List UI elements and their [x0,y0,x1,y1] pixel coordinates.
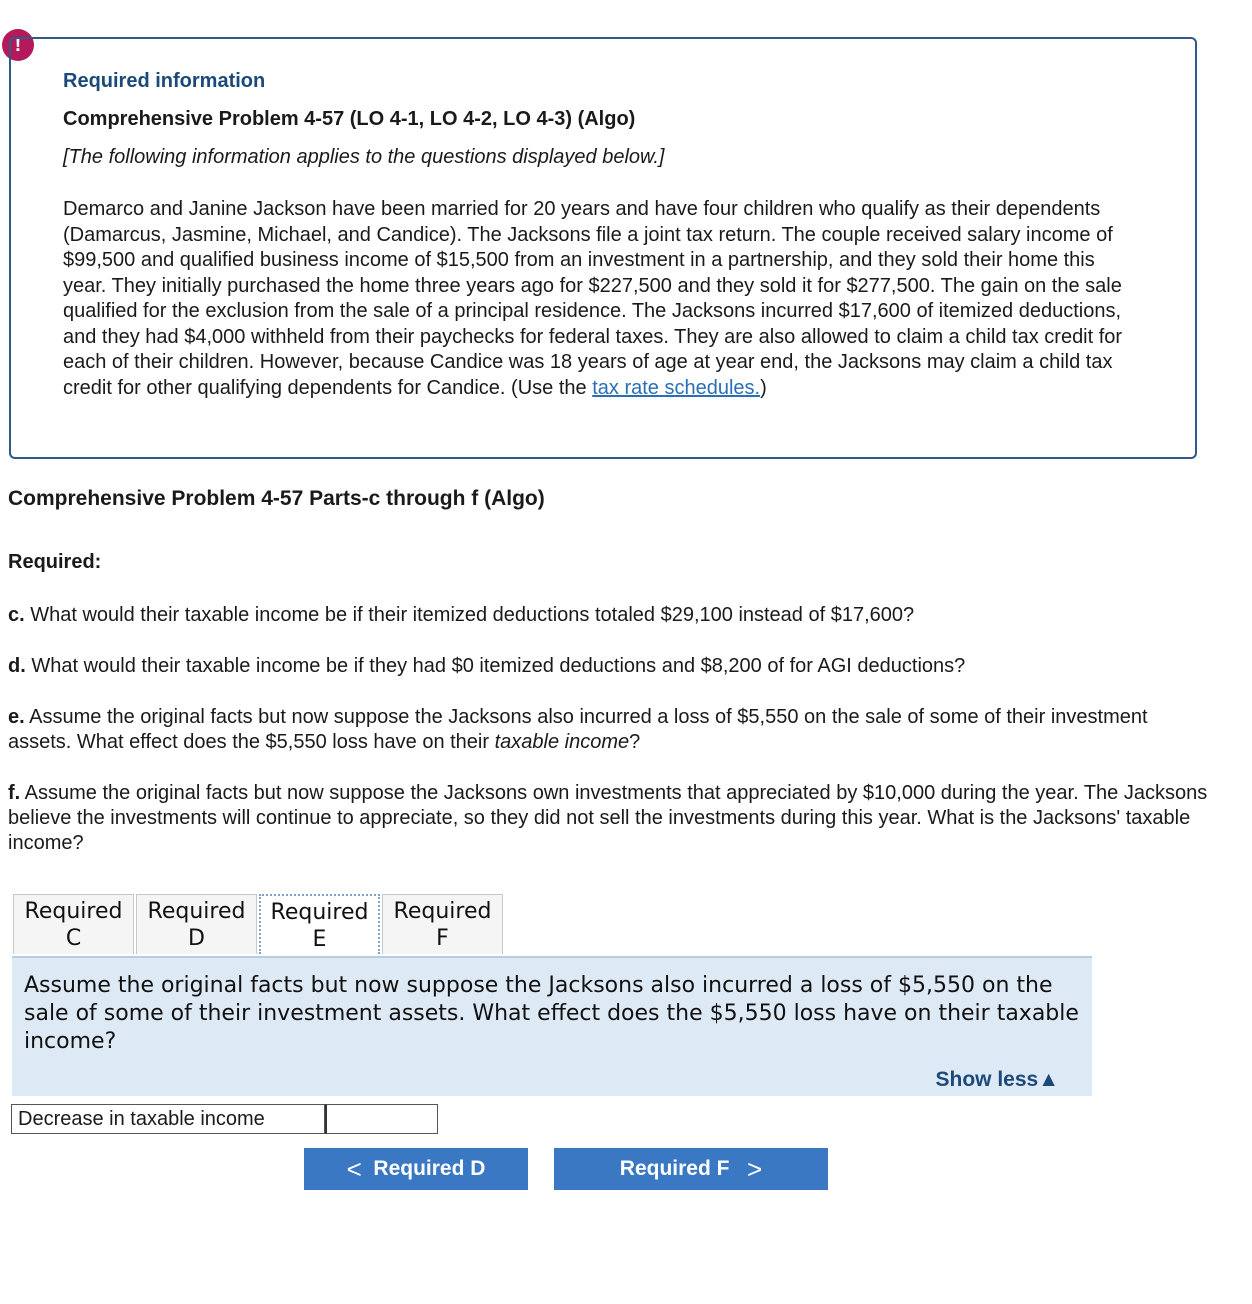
info-subtitle: Comprehensive Problem 4-57 (LO 4-1, LO 4-2, LO 4-3) (Algo) [63,108,636,130]
question-d [8,654,1208,679]
chevron-right-icon: > [747,1153,763,1184]
answer-input[interactable] [325,1104,438,1134]
tab-required-f[interactable] [382,894,503,954]
question-e-text: Assume the original facts but now suppose the Jacksons also incurred a loss of $5,550 on the sale of some of their investment assets. What effect does the $5,550 loss have on their [8,706,1148,753]
question-e-label: e. [8,706,25,728]
tab-letter: F [436,926,449,951]
question-panel [12,956,1092,1096]
question-c [8,603,1208,628]
question-c-label: c. [8,604,25,626]
required-label: Required: [8,551,102,573]
question-d-label: d. [8,655,26,677]
tab-required-d[interactable] [136,894,257,954]
alert-icon: ! [2,29,34,61]
tab-label: Required [24,899,123,924]
info-body [63,197,1133,401]
tab-required-e[interactable] [259,894,380,954]
question-e [8,705,1208,755]
tab-required-c[interactable] [13,894,134,954]
tab-label: Required [393,899,492,924]
question-e-italic: taxable income [494,731,630,753]
show-less-button[interactable] [936,1068,1060,1092]
question-f-text: Assume the original facts but now suppose the Jacksons own investments that appreciated by $10,000 during the year. The Jacksons believe the investments will continue to appreciate, so they did not sell the investments during this year. What is the Jacksons' taxable income? [8,782,1208,854]
tab-letter: E [312,927,327,952]
required-tabs [13,894,505,956]
panel-question-text: Assume the original facts but now suppose the Jacksons also incurred a loss of $5,550 on the sale of some of their investment assets. What effect does the $5,550 loss have on their taxable income? [24,973,1079,1054]
prev-required-d-button[interactable] [304,1148,528,1190]
question-d-text: What would their taxable income be if they had $0 itemized deductions and $8,200 of for AGI deductions? [25,655,966,677]
tab-label: Required [147,899,246,924]
triangle-up-icon: ▲ [1038,1068,1059,1091]
tab-letter: D [188,926,205,951]
question-f-label: f. [8,782,21,804]
answer-dropdown[interactable]: Decrease in taxable income [11,1104,325,1134]
info-body-text: Demarco and Janine Jackson have been married for 20 years and have four children who qualify as their dependents (Damarcus, Jasmine, Michael, and Candice). The Jacksons file a joint tax return. The couple received salary income of $99,500 and qualified business income of $15,500 from an investment in a partnership, and they sold their home this year. They initially purchased the home three years ago for $227,500 and they sold it for $277,500. The gain on the sale qualified for the exclusion from the sale of a principal residence. The Jacksons incurred $17,600 of itemized deductions, and they had $4,000 withheld from their paychecks for federal taxes. They are also allowed to claim a child tax credit for each of their children. However, because Candice was 18 years of age at year end, the Jacksons may claim a child tax credit for other qualifying dependents for Candice. (Use the [63,198,1123,399]
info-note: [The following information applies to the questions displayed below.] [63,146,665,168]
show-less-label: Show less [935,1068,1039,1091]
answer-row [11,1104,438,1136]
prev-button-label: Required D [373,1157,486,1180]
next-required-f-button[interactable] [554,1148,828,1190]
info-body-end: ) [760,376,767,399]
question-c-text: What would their taxable income be if their itemized deductions totaled $29,100 instead of $17,600? [24,604,915,626]
question-e-end: ? [629,731,641,753]
chevron-left-icon: < [346,1153,362,1184]
section-heading: Comprehensive Problem 4-57 Parts-c through f (Algo) [8,487,545,510]
tab-label: Required [270,900,369,925]
tab-letter: C [65,926,82,951]
tax-rate-schedules-link[interactable]: tax rate schedules. [592,376,761,399]
next-button-label: Required F [619,1157,730,1180]
info-title: Required information [63,70,266,92]
question-f [8,781,1208,856]
